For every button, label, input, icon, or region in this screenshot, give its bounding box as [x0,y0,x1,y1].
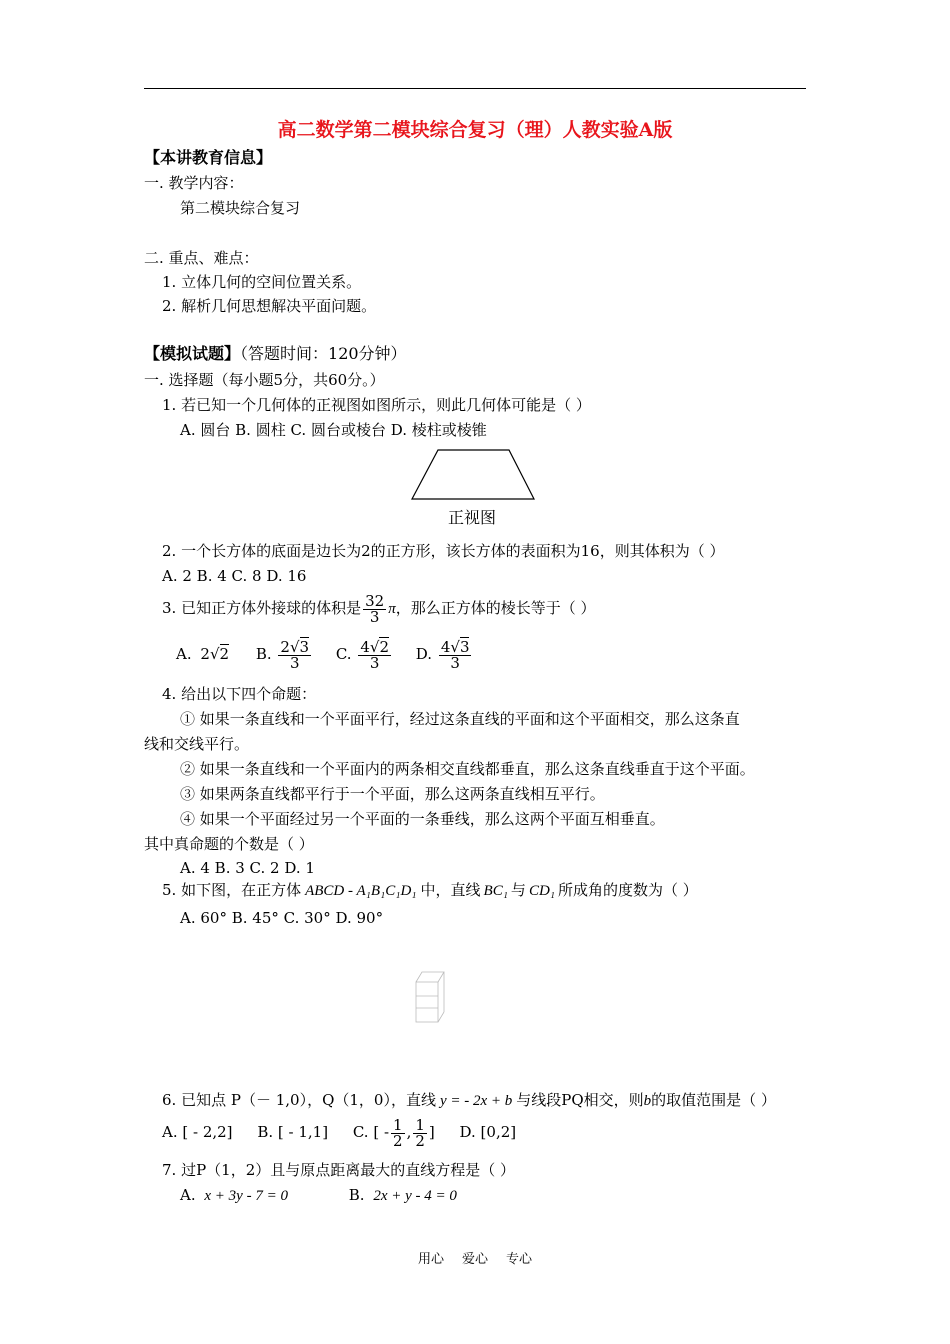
q5-stem-text-4: 所成角的度数为（ ） [558,881,698,899]
radicand: 3 [299,637,310,656]
page-title: 高二数学第二模块综合复习（理）人教实验A版 [277,119,673,141]
q6-stem-text-2: 与线段PQ相交，则 [516,1091,644,1109]
exam-heading-line [144,344,407,364]
section2-heading: 二. 重点、难点： [144,249,259,267]
q6-option-d: D. [0,2] [459,1123,517,1141]
q3-fraction [363,591,386,626]
q5-stem-text-2: 中，直线 [420,881,481,899]
figure-caption: 正视图 [448,508,497,527]
q3-opt-a-label: A. [176,645,192,663]
q3-opt-c-value: $\frac{4√2}{3}$ [360,637,389,672]
q3-opt-b-label: B. [255,645,272,663]
q5-line2: CD₁ [528,883,555,899]
q7-options [180,1185,457,1206]
q6-option-a: A. [ - 2,2] [162,1123,233,1141]
denominator: 3 [289,653,300,672]
q6-options: A. [ - 2,2] B. [ - 1,1] C. [ - $\frac{1}{2}$ , $\frac{1}{2}$ ] D. [0,2] [162,1115,517,1150]
exam-heading: 【模拟试题】 [144,344,241,363]
exam-time: （答题时间：120分钟） [240,344,407,363]
q6-stem [162,1090,776,1111]
q4-proposition-1-cont: 线和交线平行。 [144,735,250,753]
q1-stem: 1. 若已知一个几何体的正视图如图所示，则此几何体可能是（ ） [162,396,591,414]
numerator: 1 [393,1115,403,1134]
q7-option-a-label: A. [180,1186,196,1204]
header-rule [144,88,806,89]
q4-proposition-4: ④ 如果一个平面经过另一个平面的一条垂线，那么这两个平面互相垂直。 [180,810,665,828]
radicand: 2 [379,637,389,656]
frac-denominator: 3 [369,607,380,626]
q6-equation: y = - 2x + b [439,1093,513,1109]
q4-proposition-2: ② 如果一条直线和一个平面内的两条相交直线都垂直，那么这条直线垂直于这个平面。 [180,760,755,778]
q6-option-c-label: C. [ - [352,1123,390,1141]
q5-stem-text-3: 与 [510,881,526,899]
radicand: 3 [459,637,470,656]
q6-variable: b [643,1093,652,1109]
page-footer [0,1248,950,1267]
q7-option-b: 2x + y - 4 = 0 [373,1188,457,1204]
q7-stem: 7. 过P（1，2）且与原点距离最大的直线方程是（ ） [162,1161,516,1179]
section1-heading: 一. 教学内容： [144,174,244,192]
section2-item-1: 1. 立体几何的空间位置关系。 [162,273,362,291]
section1-content: 第二模块综合复习 [180,199,301,217]
coef: 4 [360,637,370,656]
q3-opt-d-label: D. [415,645,433,663]
q3-opt-a-value: 2√2 [200,645,230,663]
q3-opt-c-label: C. [335,645,352,663]
q4-proposition-1: ① 如果一条直线和一个平面平行，经过这条直线的平面和这个平面相交，那么这条直 [180,710,740,728]
q4-question: 其中真命题的个数是（ ） [144,835,314,853]
q3-opt-b-value: $\frac{2√3}{3}$ [280,637,310,672]
q6-option-b: B. [ - 1,1] [257,1123,329,1141]
q3-stem-text: 3. 已知正方体外接球的体积是 [162,599,362,617]
q6-stem-text-3: 的取值范围是（ ） [651,1091,776,1109]
q5-options: A. 60° B. 45° C. 30° D. 90° [180,909,384,927]
denominator: 2 [415,1131,425,1150]
info-heading: 【本讲教育信息】 [144,148,273,167]
q3-opt-d-value: $\frac{4√3}{3}$ [440,637,470,672]
coef: 2 [200,645,210,663]
q3-stem [162,588,595,629]
q4-stem: 4. 给出以下四个命题： [162,685,317,703]
numerator: 1 [415,1115,425,1134]
coef: 2 [280,637,290,656]
footer-text-3: 专心 [506,1252,533,1267]
q5-cube: ABCD - A₁B₁C₁D₁ [305,883,417,899]
denominator: 2 [393,1131,403,1150]
q5-line1: BC₁ [483,883,508,899]
footer-text-2: 爱心 [461,1252,488,1267]
q3-stem-tail: ，那么正方体的棱长等于（ ） [395,599,596,617]
frac-numerator: 32 [365,591,385,610]
q2-options: A. 2 B. 4 C. 8 D. 16 [162,567,307,585]
q1-options: A. 圆台 B. 圆柱 C. 圆台或棱台 D. 棱柱或棱锥 [180,421,487,439]
q6-option-c-frac1 [391,1115,405,1150]
q7-option-b-label: B. [348,1186,365,1204]
radicand: 2 [219,645,230,663]
denominator: 3 [450,653,460,672]
q6-option-c-frac2 [413,1115,427,1150]
q7-option-a: x + 3y - 7 = 0 [204,1188,288,1204]
denominator: 3 [369,653,380,672]
q6-stem-text: 6. 已知点 P（－ 1,0），Q（1，0），直线 [162,1091,436,1109]
q2-stem: 2. 一个长方体的底面是边长为2的正方形，该长方体的表面积为16，则其体积为（ ） [162,542,725,560]
coef: 4 [440,637,451,656]
part1-heading: 一. 选择题（每小题5分，共60分。） [144,371,385,389]
section2-item-2: 2. 解析几何思想解决平面问题。 [162,297,377,315]
trapezoid-figure [408,446,540,506]
q5-stem-text: 5. 如下图，在正方体 [162,881,302,899]
pi-symbol: π [388,601,396,617]
q4-options: A. 4 B. 3 C. 2 D. 1 [180,859,315,877]
q3-options [176,634,473,674]
q5-stem [162,880,698,901]
footer-text-1: 用心 [417,1252,444,1267]
q4-proposition-3: ③ 如果两条直线都平行于一个平面，那么这两条直线相互平行。 [180,785,605,803]
cube-figure [412,966,446,1026]
